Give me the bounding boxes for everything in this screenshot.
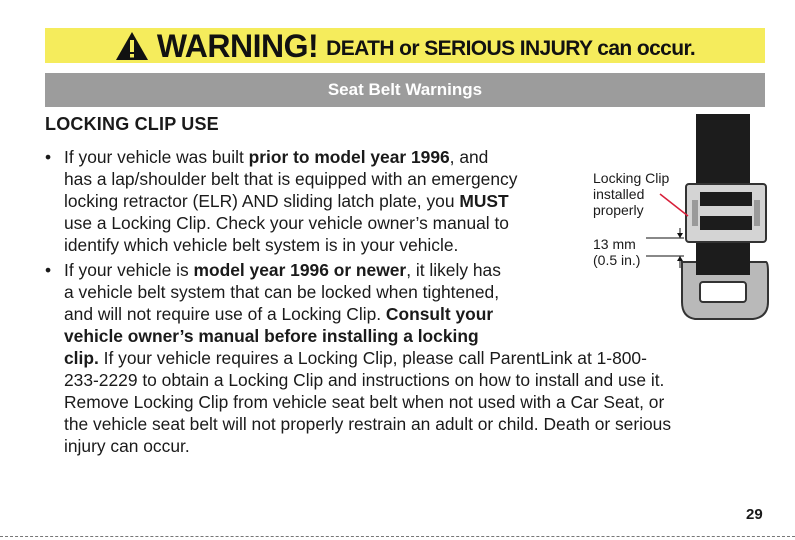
page-heading: LOCKING CLIP USE	[45, 114, 219, 134]
page-number: 29	[746, 506, 763, 523]
warning-message: DEATH or SERIOUS INJURY can occur.	[326, 37, 696, 60]
emphasis-prior-1996: prior to model year 1996	[248, 147, 450, 167]
section-title: Seat Belt Warnings	[45, 73, 765, 107]
page-bottom-rule	[0, 536, 795, 537]
clip-label: Locking Clip installed properly	[593, 170, 670, 218]
emphasis-1996-newer: model year 1996 or newer	[193, 260, 407, 280]
emphasis-consult: Consult your	[385, 304, 494, 324]
warning-word: WARNING!	[156, 27, 319, 64]
bullet-marker: •	[45, 260, 52, 280]
emphasis-must: MUST	[459, 191, 509, 211]
bullet-marker: •	[45, 147, 52, 167]
locking-clip-illustration	[588, 112, 778, 332]
gap-label: 13 mm (0.5 in.)	[593, 236, 641, 268]
warning-banner	[45, 28, 765, 63]
locking-clip-figure	[588, 112, 778, 332]
warning-triangle-icon	[115, 31, 149, 61]
